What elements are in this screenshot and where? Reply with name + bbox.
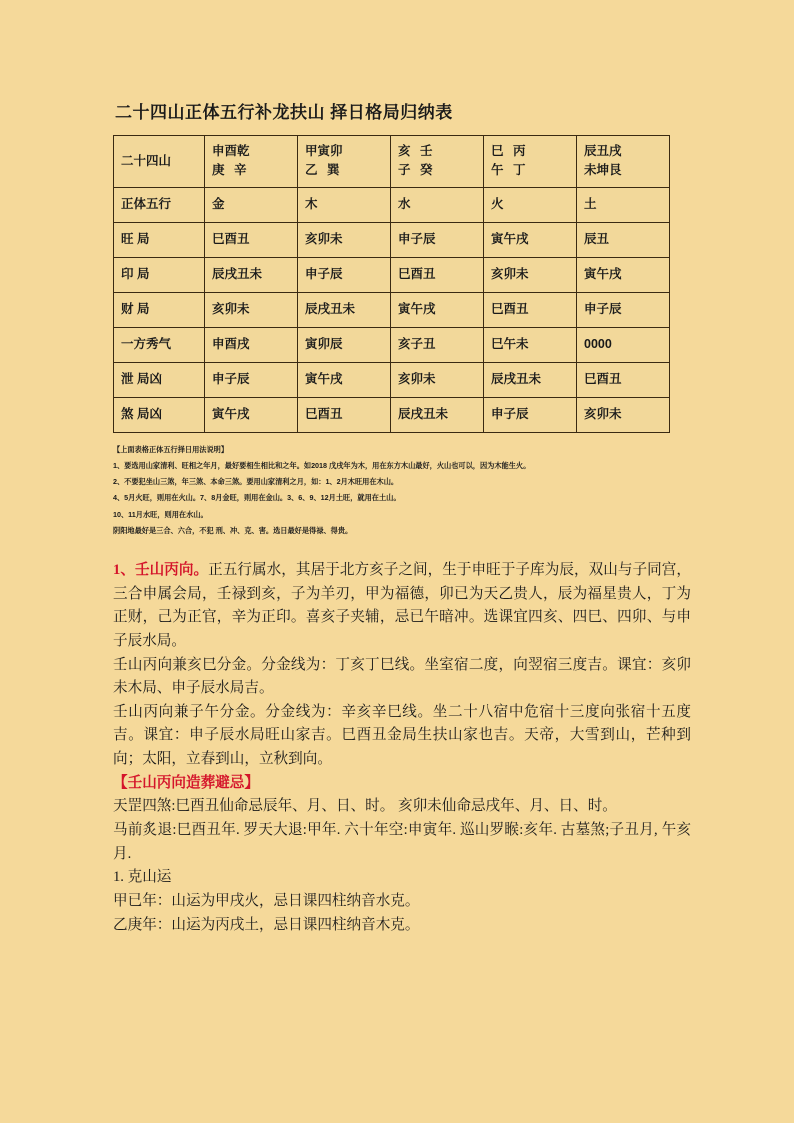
table-cell: 寅午戌 — [205, 397, 298, 432]
cell-line-1: 亥 壬 — [398, 144, 433, 158]
shanyun-line: 乙庚年：山运为丙戌土，忌日课四柱纳音木克。 — [113, 916, 420, 933]
table-cell: 辰戌丑未 — [484, 362, 577, 397]
cell-line-2: 未坤艮 — [584, 163, 622, 178]
row-label: 二十四山 — [114, 136, 205, 188]
table-cell: 申子辰 — [577, 292, 670, 327]
section-2-heading: 【壬山丙向造葬避忌】 — [113, 774, 259, 791]
table-cell: 巳酉丑 — [484, 292, 577, 327]
table-row — [114, 136, 670, 188]
cell-line-2: 乙 巽 — [305, 163, 340, 178]
paragraph-section-1 — [113, 559, 691, 654]
cell-line-1: 巳 丙 — [491, 144, 526, 158]
table-cell: 金 — [205, 187, 298, 222]
paragraph-2: 壬山丙向兼亥巳分金。分金线为：丁亥丁巳线。坐室宿二度，向翌宿三度吉。课宜：亥卯未木局、申子辰水局吉。 — [113, 656, 691, 697]
body-text — [113, 559, 691, 937]
table-cell: 巳酉丑 — [577, 362, 670, 397]
row-label: 正体五行 — [114, 187, 205, 222]
row-label: 煞 局凶 — [114, 397, 205, 432]
table-cell: 申子辰 — [298, 257, 391, 292]
table-cell: 土 — [577, 187, 670, 222]
table-row — [114, 362, 670, 397]
table-cell: 寅午戌 — [577, 257, 670, 292]
table-cell: 寅午戌 — [484, 222, 577, 257]
table-cell — [484, 136, 577, 188]
avoidance-line: 天罡四煞:巳酉丑仙命忌辰年、月、日、时。 亥卯未仙命忌戌年、月、日、时。 — [113, 798, 617, 815]
note-line: 10、11月水旺，则用在水山。 — [113, 509, 208, 519]
cell-line-1: 申酉乾 — [212, 144, 250, 158]
table-cell: 申酉戌 — [205, 327, 298, 362]
table-row — [114, 257, 670, 292]
paragraph-3: 壬山丙向兼子午分金。分金线为：辛亥辛巳线。坐二十八宿中危宿十三度向张宿十五度吉。课宜：申子辰水局旺山家吉。巳酉丑金局生扶山家也吉。天帝，大雪到山，芒种到向；太阳，立春到山，立秋到向。 — [113, 703, 691, 768]
section-1-heading: 1、壬山丙向。 — [113, 561, 209, 578]
table-cell: 水 — [391, 187, 484, 222]
row-label: 财 局 — [114, 292, 205, 327]
subsection-heading: 1. 克山运 — [113, 869, 172, 886]
cell-line-2: 子 癸 — [398, 163, 433, 178]
table-row — [114, 187, 670, 222]
section-1-text: 正五行属水，其居于北方亥子之间，生于申旺于子库为辰，双山与子同宫，三合申属会局，壬禄到亥，子为羊刃，甲为福德，卯已为天乙贵人，辰为福星贵人，丁为正财，己为正官，辛为正印。喜亥子夹辅，忌已午暗冲。选课宜四亥、四巳、四卯、与申子辰水局。 — [113, 561, 691, 649]
table-body — [114, 136, 670, 433]
table-cell — [205, 136, 298, 188]
document-content — [113, 98, 691, 937]
table-cell: 辰戌丑未 — [205, 257, 298, 292]
table-cell: 寅午戌 — [298, 362, 391, 397]
table-row — [114, 327, 670, 362]
page-title: 二十四山正体五行补龙扶山 择日格局归纳表 — [115, 103, 453, 122]
table-cell — [298, 136, 391, 188]
table-cell: 亥卯未 — [298, 222, 391, 257]
row-label: 泄 局凶 — [114, 362, 205, 397]
wuxing-table — [113, 135, 670, 433]
table-cell: 巳酉丑 — [298, 397, 391, 432]
table-cell — [391, 136, 484, 188]
table-cell: 巳午未 — [484, 327, 577, 362]
table-cell: 亥卯未 — [577, 397, 670, 432]
row-label: 印 局 — [114, 257, 205, 292]
shanyun-line: 甲已年：山运为甲戌火，忌日课四柱纳音水克。 — [113, 892, 420, 909]
cell-line-1: 辰丑戌 — [584, 144, 622, 158]
note-line: 4、5月火旺，则用在火山。7、8月金旺，则用在金山。3、6、9、12月土旺，就用在土山。 — [113, 493, 401, 503]
note-line: 2、不要犯坐山三煞，年三煞、本命三煞。要用山家清利之月，如：1、2月木旺用在木山。 — [113, 477, 399, 487]
note-line: 阴阳地最好是三合、六合，不犯 刑、冲、克、害。选日最好是得禄、得贵。 — [113, 525, 353, 535]
row-label: 一方秀气 — [114, 327, 205, 362]
notes-heading: 【上面表格正体五行择日用法说明】 — [113, 444, 229, 454]
avoidance-line: 马前炙退:巳酉丑年. 罗天大退:甲年. 六十年空:申寅年. 巡山罗睺:亥年. 古墓煞;子丑月, 午亥月. — [113, 822, 691, 862]
table-row — [114, 222, 670, 257]
table-cell: 寅午戌 — [391, 292, 484, 327]
table-row — [114, 292, 670, 327]
table-cell: 木 — [298, 187, 391, 222]
table-cell: 申子辰 — [484, 397, 577, 432]
table-cell: 申子辰 — [205, 362, 298, 397]
table-cell: 亥卯未 — [484, 257, 577, 292]
table-cell: 0000 — [577, 327, 670, 362]
table-cell: 亥卯未 — [391, 362, 484, 397]
cell-line-2: 午 丁 — [491, 163, 526, 178]
table-cell — [577, 136, 670, 188]
cell-line-2: 庚 辛 — [212, 163, 247, 178]
table-notes — [113, 442, 583, 539]
table-cell: 寅卯辰 — [298, 327, 391, 362]
cell-line-1: 甲寅卯 — [305, 144, 343, 158]
table-cell: 巳酉丑 — [205, 222, 298, 257]
table-cell: 申子辰 — [391, 222, 484, 257]
table-cell: 辰戌丑未 — [391, 397, 484, 432]
table-cell: 亥子丑 — [391, 327, 484, 362]
note-line: 1、要选用山家清利、旺相之年月，最好要相生相比和之年。如2018 戊戌年为木，用在东方木山最好，火山也可以，因为木能生火。 — [113, 460, 531, 470]
table-cell: 巳酉丑 — [391, 257, 484, 292]
table-cell: 辰戌丑未 — [298, 292, 391, 327]
table-cell: 火 — [484, 187, 577, 222]
row-label: 旺 局 — [114, 222, 205, 257]
table-row — [114, 397, 670, 432]
table-cell: 辰丑 — [577, 222, 670, 257]
table-cell: 亥卯未 — [205, 292, 298, 327]
